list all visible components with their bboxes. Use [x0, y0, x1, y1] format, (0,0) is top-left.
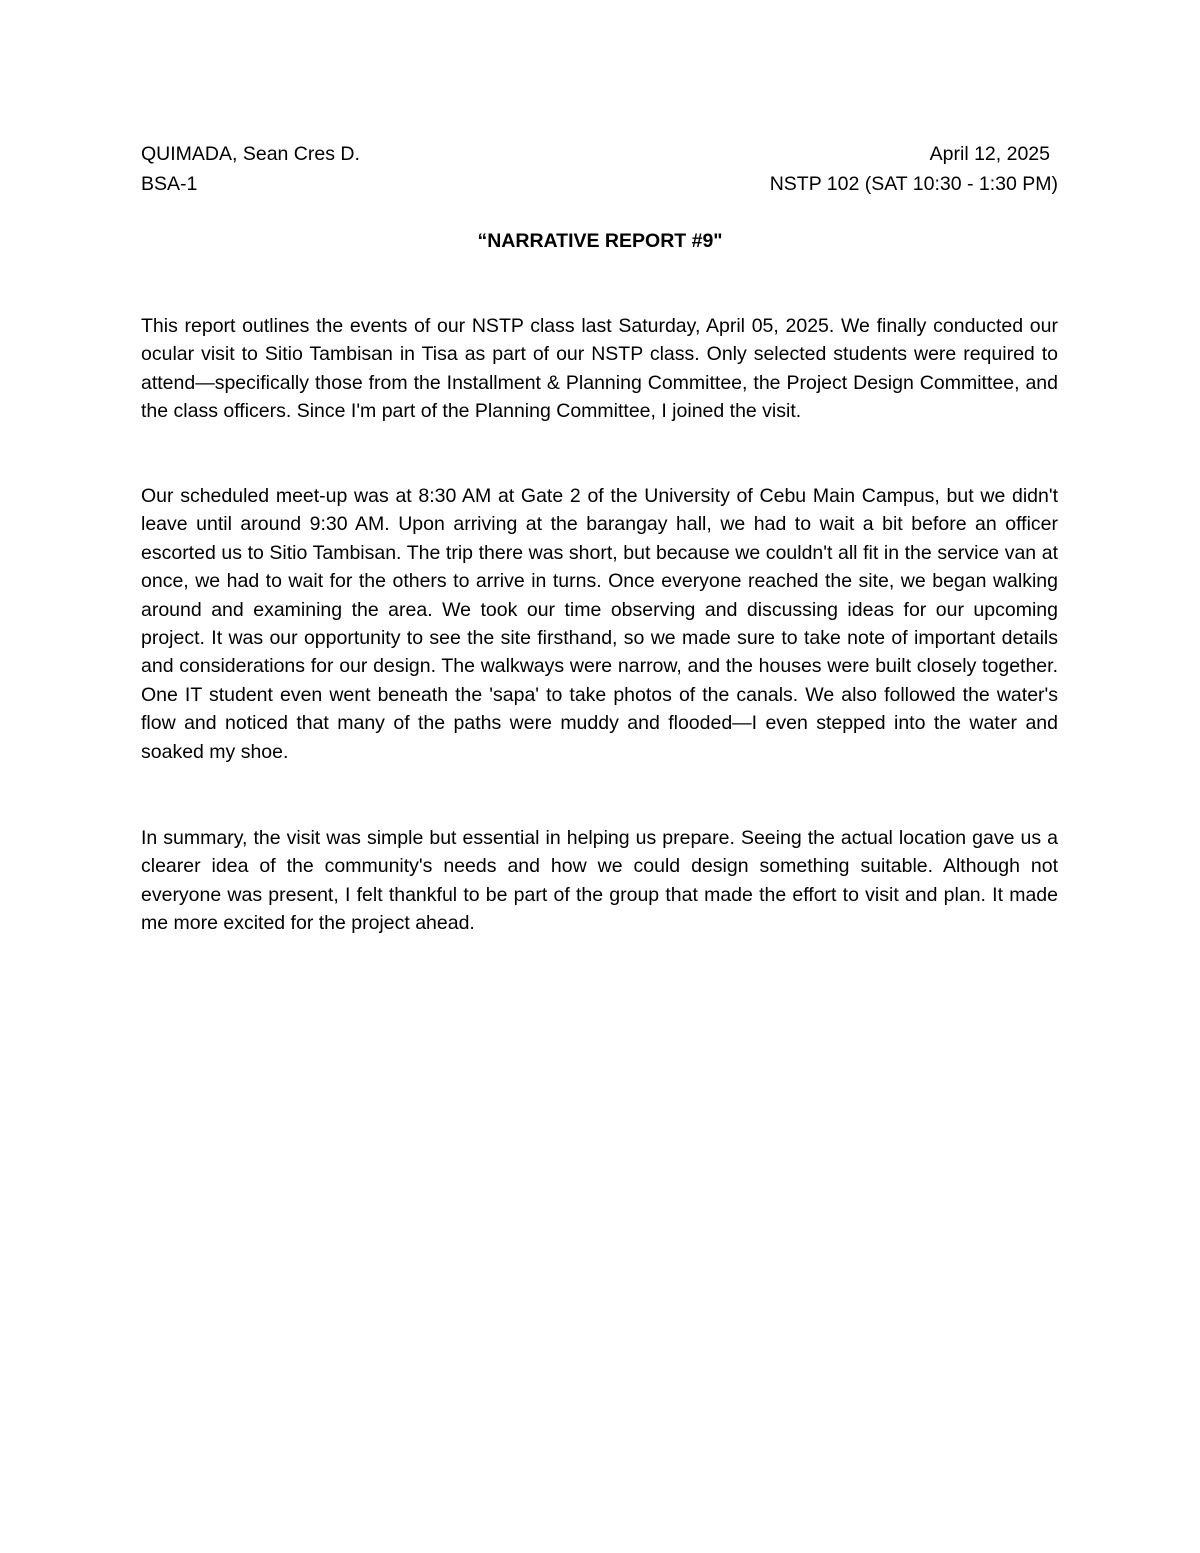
header-row-bottom — [141, 172, 1058, 196]
student-program: BSA-1 — [141, 173, 198, 195]
paragraph-summary: In summary, the visit was simple but essential in helping us prepare. Seeing the actual location gave us a clearer idea of the community's needs and how we could design something suitable. Although not everyone was present, I felt thankful to be part of the group that made the effort to visit and plan. It made me more excited for the project ahead. — [141, 827, 1058, 935]
report-title: “NARRATIVE REPORT #9" — [477, 230, 723, 252]
paragraph-intro: This report outlines the events of our NSTP class last Saturday, April 05, 2025. We finally conducted our ocular visit to Sitio Tambisan in Tisa as part of our NSTP class. Only selected students were required to attend—specifically those from the Installment & Planning Committee, the Project Design Committee, and the class officers. Since I'm part of the Planning Committee, I joined the visit. — [141, 315, 1058, 423]
paragraph-body: Our scheduled meet-up was at 8:30 AM at Gate 2 of the University of Cebu Main Campus, but we didn't leave until around 9:30 AM. Upon arriving at the barangay hall, we had to wait a bit before an officer escorted us to Sitio Tambisan. The trip there was short, but because we couldn't all fit in the service van at once, we had to wait for the others to arrive in turns. Once everyone reached the site, we began walking around and examining the area. We took our time observing and discussing ideas for our upcoming project. It was our opportunity to see the site firsthand, so we made sure to take note of important details and considerations for our design. The walkways were narrow, and the houses were built closely together. One IT student even went beneath the 'sapa' to take photos of the canals. We also followed the water's flow and noticed that many of the paths were muddy and flooded—I even stepped into the water and soaked my shoe. — [141, 485, 1058, 763]
course-schedule: NSTP 102 (SAT 10:30 - 1:30 PM) — [769, 173, 1058, 195]
student-name: QUIMADA, Sean Cres D. — [141, 143, 360, 165]
report-date: April 12, 2025 — [929, 143, 1050, 165]
header-row-top — [141, 142, 1058, 166]
